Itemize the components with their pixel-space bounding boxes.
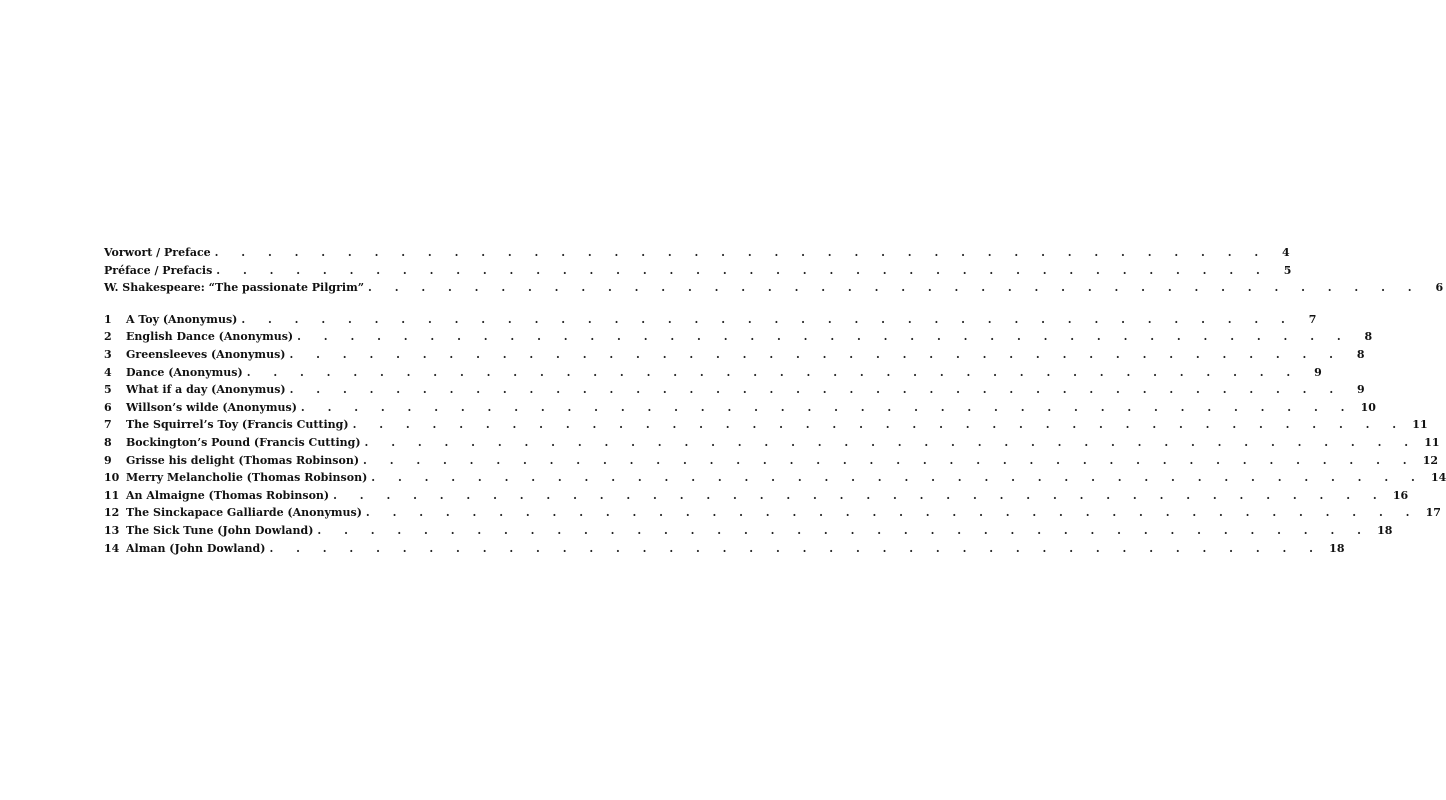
toc-piece-row [104,522,1393,540]
piece-number: 6 [104,400,112,414]
table-of-contents [104,244,1446,557]
dot-leader: . . . . . . . . . . . . . . . . . . . . . . . . . . . . . . . . . . . . . . . . [289,347,1343,361]
piece-title: Grisse his delight (Thomas Robinson) [126,453,360,467]
piece-title: What if a day (Anonymus) [126,383,286,397]
toc-piece-row [104,452,1439,470]
piece-page: 8 [1364,330,1373,344]
dot-leader: . . . . . . . . . . . . . . . . . . . . . . . . . . . . . . . . . . . . . . . . [371,471,1425,485]
dot-leader: . . . . . . . . . . . . . . . . . . . . . . . . . . . . . . . . . . . . . . . . [300,400,1354,414]
dot-leader: . . . . . . . . . . . . . . . . . . . . . . . . . . . . . . . . . . . . . . . . [289,383,1343,397]
piece-number: 14 [104,541,120,555]
piece-number: 3 [104,347,112,361]
dot-leader: . . . . . . . . . . . . . . . . . . . . . . . . . . . . . . . . . . . . . . . . [214,246,1268,259]
dot-leader: . . . . . . . . . . . . . . . . . . . . . . . . . . . . . . . . . . . . . . . . [368,281,1422,295]
piece-title: Greensleeves (Anonymus) [126,347,286,361]
dot-leader: . . . . . . . . . . . . . . . . . . . . . . . . . . . . . . . . . . . . . . . . [364,435,1418,449]
toc-piece-row [104,399,1376,417]
piece-number: 11 [104,488,120,502]
piece-number: 8 [104,435,112,449]
toc-entry-page: 5 [1283,263,1292,277]
dot-leader: . . . . . . . . . . . . . . . . . . . . . . . . . . . . . . . . . . . . . . . . [363,453,1417,467]
piece-page: 9 [1314,365,1322,379]
dot-leader: . . . . . . . . . . . . . . . . . . . . . . . . . . . . . . . . . . . . . . . . [216,263,1270,277]
toc-piece-row [104,434,1440,452]
piece-number: 10 [104,471,120,485]
piece-page: 16 [1392,488,1409,502]
piece-title: English Dance (Anonymus) [126,330,294,344]
piece-page: 17 [1425,506,1441,520]
piece-title: Bockington’s Pound (Francis Cutting) [126,435,361,449]
piece-page: 12 [1422,453,1439,467]
piece-page: 11 [1412,418,1428,432]
toc-entry-title: W. Shakespeare: “The passionate Pilgrim” [104,281,365,295]
piece-page: 18 [1329,541,1345,555]
piece-page: 8 [1356,347,1365,361]
piece-number: 4 [104,365,112,379]
toc-entry-page: 4 [1282,246,1290,259]
dot-leader: . . . . . . . . . . . . . . . . . . . . . . . . . . . . . . . . . . . . . . . . [241,312,1295,326]
piece-title: The Squirrel’s Toy (Francis Cutting) [126,418,349,432]
toc-entry-preface [104,244,1290,262]
toc-piece-row [104,469,1446,487]
dot-leader: . . . . . . . . . . . . . . . . . . . . . . . . . . . . . . . . . . . . . . . . [365,506,1419,520]
toc-piece-row [104,504,1441,522]
piece-number: 5 [104,383,112,397]
piece-number: 13 [104,523,120,537]
section-gap [104,297,504,311]
piece-title: The Sinckapace Galliarde (Anonymus) [126,506,362,520]
piece-number: 9 [104,453,112,467]
piece-page: 7 [1308,312,1317,326]
toc-piece-row [104,540,1345,558]
piece-page: 9 [1357,383,1365,397]
toc-piece-row [104,328,1373,346]
toc-piece-row [104,381,1365,399]
toc-piece-row [104,416,1428,434]
toc-entry-page: 6 [1435,281,1444,295]
piece-title: The Sick Tune (John Dowland) [126,523,314,537]
piece-number: 1 [104,312,112,326]
toc-entry-preface-fr [104,262,1292,280]
toc-piece-row [104,346,1365,364]
dot-leader: . . . . . . . . . . . . . . . . . . . . . . . . . . . . . . . . . . . . . . . . [317,523,1371,537]
dot-leader: . . . . . . . . . . . . . . . . . . . . . . . . . . . . . . . . . . . . . . . . [297,330,1351,344]
piece-title: Merry Melancholie (Thomas Robinson) [126,471,368,485]
piece-title: Dance (Anonymus) [126,365,243,379]
piece-page: 14 [1431,471,1446,485]
piece-number: 2 [104,330,112,344]
dot-leader: . . . . . . . . . . . . . . . . . . . . . . . . . . . . . . . . . . . . . . . . [246,365,1300,379]
toc-entry-title: Vorwort / Preface [104,246,211,259]
toc-entry-title: Préface / Prefacis [104,263,213,277]
toc-piece-row [104,487,1409,505]
piece-title: An Almaigne (Thomas Robinson) [126,488,330,502]
piece-title: Willson’s wilde (Anonymus) [126,400,297,414]
piece-number: 12 [104,506,120,520]
toc-piece-row [104,311,1317,329]
toc-piece-row [104,364,1322,382]
piece-number: 7 [104,418,112,432]
dot-leader: . . . . . . . . . . . . . . . . . . . . . . . . . . . . . . . . . . . . . . . . [333,488,1387,502]
piece-page: 18 [1377,523,1393,537]
dot-leader: . . . . . . . . . . . . . . . . . . . . . . . . . . . . . . . . . . . . . . . . [352,418,1406,432]
piece-title: Alman (John Dowland) [126,541,266,555]
piece-title: A Toy (Anonymus) [126,312,238,326]
dot-leader: . . . . . . . . . . . . . . . . . . . . . . . . . . . . . . . . . . . . . . . . [269,541,1323,555]
piece-page: 10 [1360,400,1376,414]
toc-entry-shakespeare [104,279,1444,297]
piece-page: 11 [1424,435,1440,449]
